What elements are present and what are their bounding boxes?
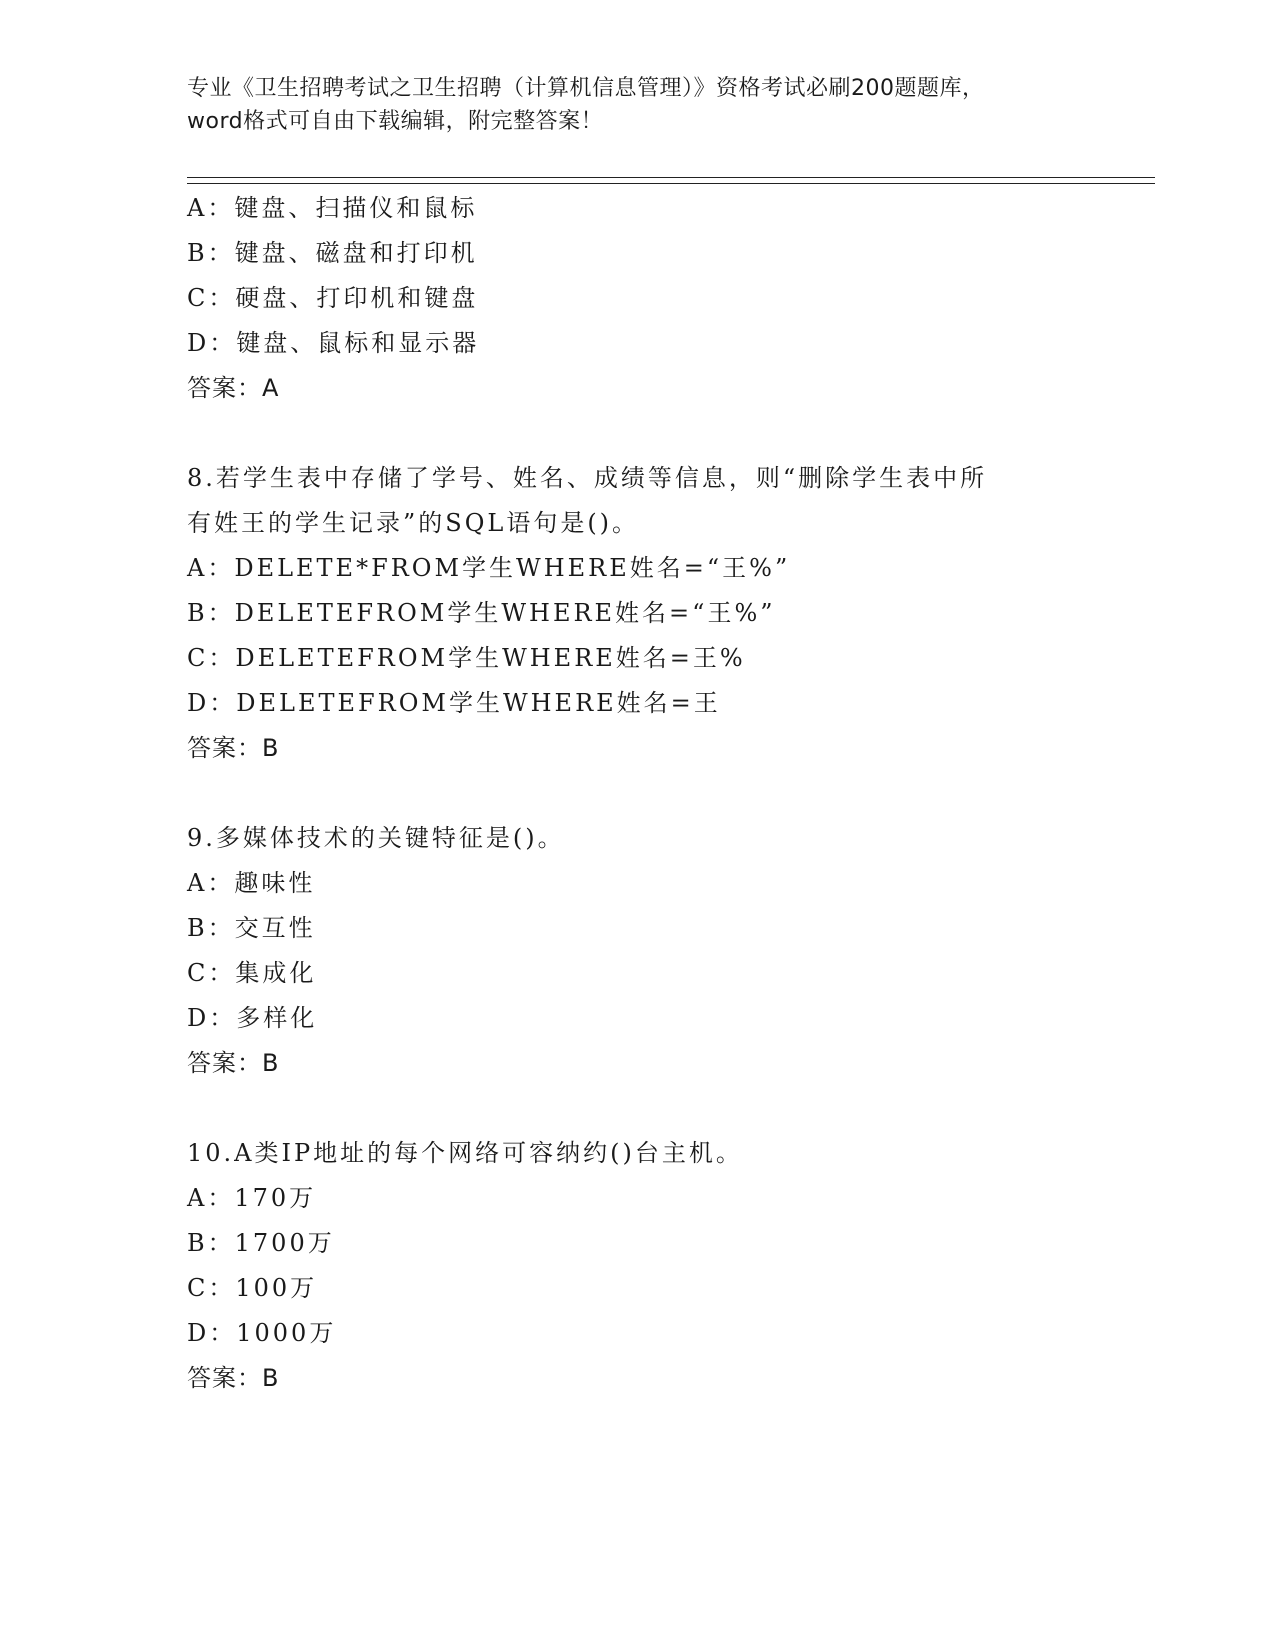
header-title-line: 专业《卫生招聘考试之卫生招聘（计算机信息管理）》资格考试必刷200题题库， [187,76,985,101]
q7-option-d: D：键盘、鼠标和显示器 [187,329,480,357]
q8-option-d: D：DELETEFROM学生WHERE姓名=王 [187,689,721,717]
q10-answer: 答案：B [187,1364,280,1392]
q8-stem-line1: 8.若学生表中存储了学号、姓名、成绩等信息，则“删除学生表中所 [187,464,988,492]
q8-option-a: A：DELETE*FROM学生WHERE姓名=“王%” [187,554,791,582]
header-subtitle-line: word格式可自由下载编辑，附完整答案！ [187,109,604,134]
q9-option-c: C：集成化 [187,959,317,987]
q7-option-b: B：键盘、磁盘和打印机 [187,239,478,267]
q9-option-b: B：交互性 [187,914,316,942]
q8-option-b: B：DELETEFROM学生WHERE姓名=“王%” [187,599,776,627]
q9-answer: 答案：B [187,1049,280,1077]
q8-stem-line2: 有姓王的学生记录”的SQL语句是()。 [187,509,640,537]
q10-option-d: D：1000万 [187,1319,337,1347]
q7-option-c: C：硬盘、打印机和键盘 [187,284,479,312]
q9-option-d: D：多样化 [187,1004,318,1032]
q8-option-c: C：DELETEFROM学生WHERE姓名=王% [187,644,746,672]
q7-option-a: A：键盘、扫描仪和鼠标 [187,194,478,222]
document-header [187,72,1087,138]
q9-option-a: A：趣味性 [187,869,316,897]
header-divider-bottom [187,183,1155,184]
q9-stem: 9.多媒体技术的关键特征是()。 [187,824,565,852]
q10-option-c: C：100万 [187,1274,318,1302]
header-divider-top [187,177,1155,178]
q10-option-a: A：170万 [187,1184,317,1212]
q8-answer: 答案：B [187,734,280,762]
q7-answer: 答案：A [187,374,280,402]
q10-option-b: B：1700万 [187,1229,335,1257]
q10-stem: 10.A类IP地址的每个网络可容纳约()台主机。 [187,1139,743,1167]
